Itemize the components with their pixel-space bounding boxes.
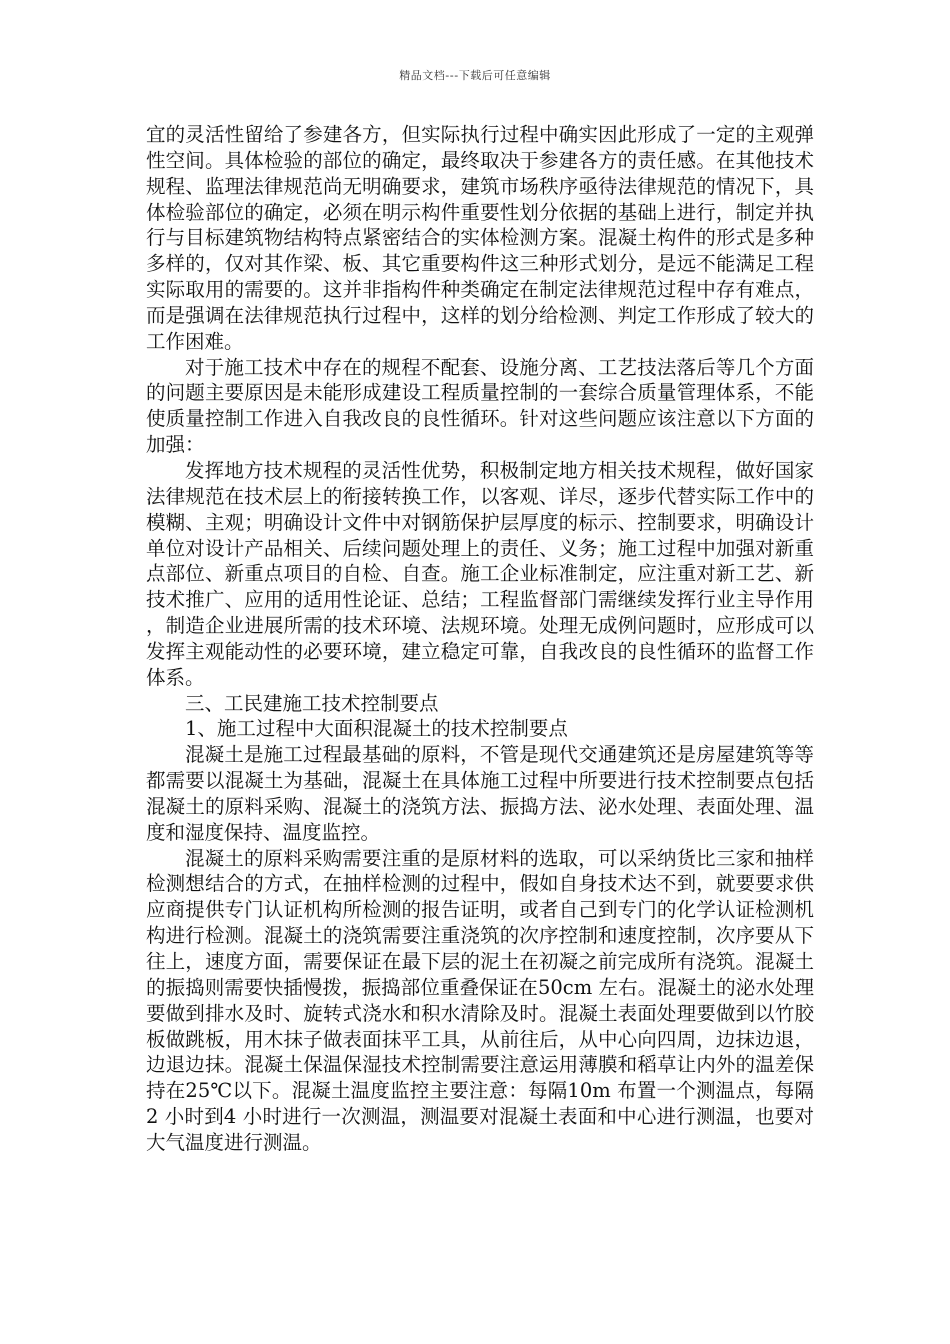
document-body bbox=[146, 122, 814, 1156]
paragraph-continuation: 宜的灵活性留给了参建各方，但实际执行过程中确实因此形成了一定的主观弹性空间。具体检验的部位的确定，最终取决于参建各方的责任感。在其他技术规程、监理法律规范尚无明确要求，建筑市场秩序亟待法律规范的情况下，具体检验部位的确定，必须在明示构件重要性划分依据的基础上进行，制定并执行与目标建筑物结构特点紧密结合的实体检测方案。混凝土构件的形式是多种多样的，仅对其作梁、板、其它重要构件这三种形式划分，是远不能满足工程实际取用的需要的。这并非指构件种类确定在制定法律规范过程中存有难点，而是强调在法律规范执行过程中，这样的划分给检测、判定工作形成了较大的工作困难。 bbox=[146, 123, 814, 353]
section-heading: 三、工民建施工技术控制要点 bbox=[185, 691, 439, 715]
paragraph-concrete-intro: 混凝土是施工过程最基础的原料，不管是现代交通建筑还是房屋建筑等等都需要以混凝土为基础，混凝土在具体施工过程中所要进行技术控制要点包括混凝土的原料采购、混凝土的浇筑方法、振捣方法、泌水处理、表面处理、温度和湿度保持、温度监控。 bbox=[146, 743, 814, 844]
paragraph-measures: 发挥地方技术规程的灵活性优势，积极制定地方相关技术规程，做好国家法律规范在技术层上的衔接转换工作，以客观、详尽，逐步代替实际工作中的模糊、主观；明确设计文件中对钢筋保护层厚度的标示、控制要求，明确设计单位对设计产品相关、后续问题处理上的责任、义务；施工过程中加强对新重点部位、新重点项目的自检、自查。施工企业标准制定，应注重对新工艺、新技术推广、应用的适用性论证、总结；工程监督部门需继续发挥行业主导作用，制造企业进展所需的技术环境、法规环境。处理无成例问题时，应形成可以发挥主观能动性的必要环境，建立稳定可靠，自我改良的良性循环的监督工作体系。 bbox=[146, 458, 814, 689]
paragraph-concrete-details: 混凝土的原料采购需要注重的是原材料的选取，可以采纳货比三家和抽样检测想结合的方式，在抽样检测的过程中，假如自身技术达不到，就要要求供应商提供专门认证机构所检测的报告证明，或者自己到专门的化学认证检测机构进行检测。混凝土的浇筑需要注重浇筑的次序控制和速度控制，次序要从下往上，速度方面，需要保证在最下层的泥土在初凝之前完成所有浇筑。混凝土的振捣则需要快插慢拨，振捣部位重叠保证在50cm 左右。混凝土的泌水处理要做到排水及时、旋转式浇水和积水清除及时。混凝土表面处理要做到以竹胶板做跳板，用木抹子做表面抹平工具，从前往后，从中心向四周，边抹边退，边退边抹。混凝土保温保湿技术控制需要注意运用薄膜和稻草让内外的温差保持在25℃以下。混凝土温度监控主要注意：每隔10m 布置一个测温点，每隔2 小时到4 小时进行一次测温，测温要对混凝土表面和中心进行测温，也要对大气温度进行测温。 bbox=[146, 846, 814, 1154]
subsection-heading: 1、施工过程中大面积混凝土的技术控制要点 bbox=[185, 717, 568, 741]
paragraph-problems: 对于施工技术中存在的规程不配套、设施分离、工艺技法落后等几个方面的问题主要原因是未能形成建设工程质量控制的一套综合质量管理体系，不能使质量控制工作进入自我改良的良性循环。针对这些问题应该注意以下方面的加强： bbox=[146, 355, 814, 457]
page-header: 精品文档---下载后可任意编辑 bbox=[399, 69, 551, 82]
